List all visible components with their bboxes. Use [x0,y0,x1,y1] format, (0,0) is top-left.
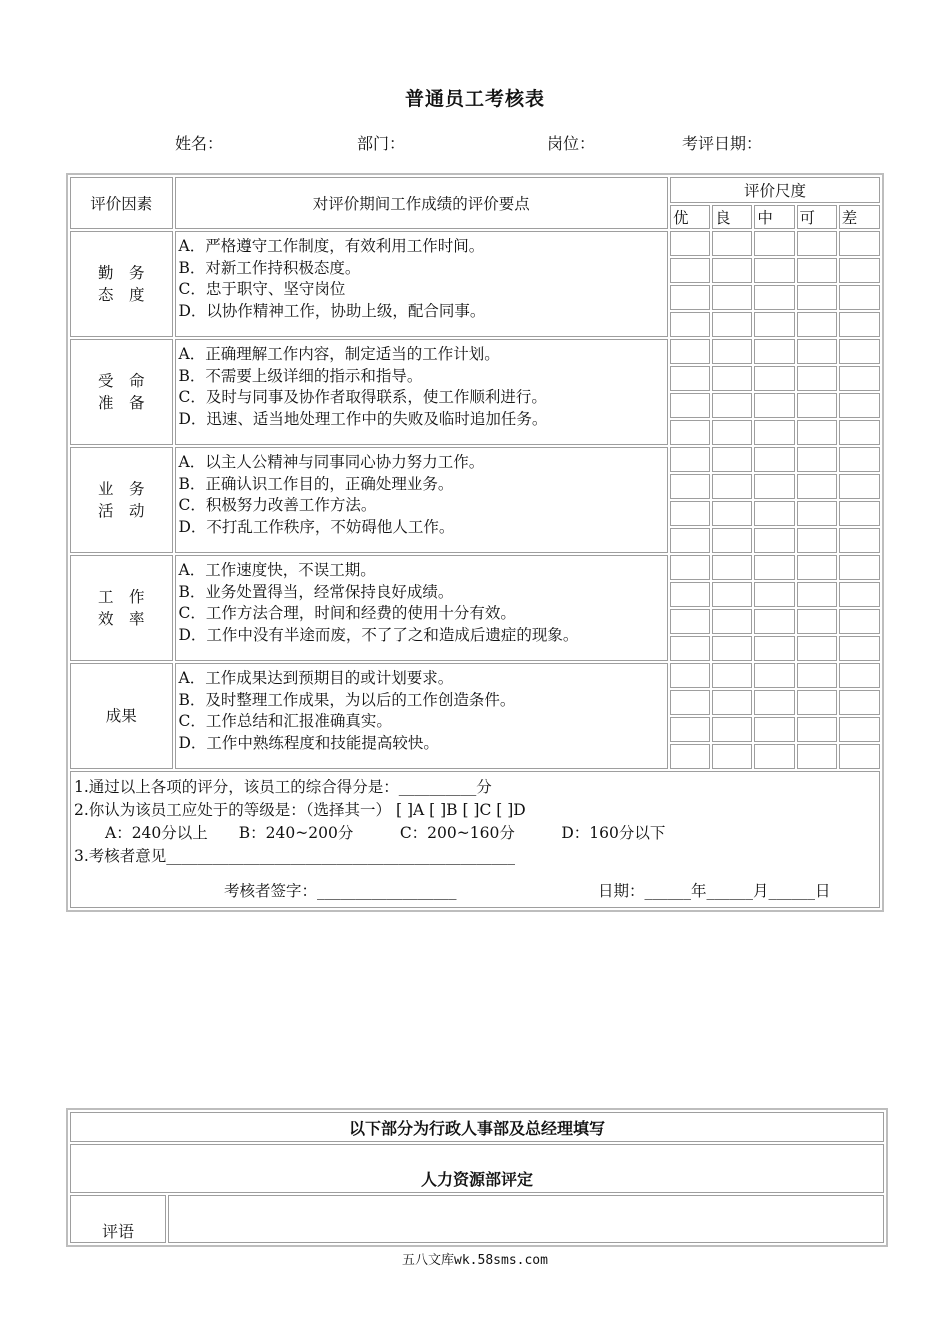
score-box[interactable] [754,420,794,445]
score-column [797,339,837,445]
score-column [754,447,794,553]
summary-cell [70,771,880,908]
score-box[interactable] [712,420,752,445]
score-box[interactable] [670,366,710,391]
score-box[interactable] [754,312,794,337]
score-box[interactable] [839,258,880,283]
summary-opinion-line: 3.考核者意见_____________________________________________ [74,847,516,865]
score-box[interactable] [754,285,794,310]
score-box[interactable] [712,555,752,580]
score-box[interactable] [754,231,794,256]
evaluation-point: B．不需要上级详细的指示和指导。 [178,366,423,385]
evaluation-point: D．不打乱工作秩序，不妨碍他人工作。 [178,517,455,536]
score-column [839,447,880,553]
score-column [797,555,837,661]
score-box[interactable] [670,420,710,445]
score-box[interactable] [712,609,752,634]
hr-evaluation-heading: 人力资源部评定 [70,1144,884,1193]
evaluation-point: A．工作成果达到预期目的或计划要求。 [178,669,454,687]
score-box[interactable] [670,501,710,526]
sign-date-field: 日期：______年______月______日 [598,882,831,900]
score-box[interactable] [839,285,880,310]
score-box[interactable] [754,258,794,283]
score-column [754,339,794,445]
factor-line-2: 效 率 [97,610,145,628]
score-box[interactable] [712,501,752,526]
header-points: 对评价期间工作成绩的评价要点 [175,177,668,229]
score-box[interactable] [712,366,752,391]
comment-label: 评语 [70,1195,166,1243]
score-box[interactable] [754,609,794,634]
factor-line-1: 工 作 [97,588,145,606]
score-box[interactable] [712,393,752,418]
score-box[interactable] [754,447,794,472]
section-row [70,339,880,445]
score-box[interactable] [839,663,880,688]
score-box[interactable] [670,474,710,499]
evaluation-point: A．以主人公精神与同事同心协力努力工作。 [178,453,485,471]
score-box[interactable] [712,339,752,364]
section-points [175,339,668,445]
score-column [839,231,880,337]
score-box[interactable] [797,528,837,553]
factor-line-2: 态 度 [97,286,145,304]
score-box[interactable] [670,528,710,553]
evaluation-point: C．工作总结和汇报准确真实。 [178,712,392,730]
evaluation-point: C．及时与同事及协作者取得联系，使工作顺利进行。 [178,388,547,406]
evaluation-point: C．工作方法合理，时间和经费的使用十分有效。 [178,604,516,622]
hr-section-heading: 以下部分为行政人事部及总经理填写 [70,1112,884,1142]
score-box[interactable] [754,663,794,688]
score-box[interactable] [797,312,837,337]
score-box[interactable] [797,690,837,715]
section-points [175,663,668,769]
evaluation-point: B．对新工作持积极态度。 [178,258,361,277]
score-box[interactable] [839,528,880,553]
score-box[interactable] [670,636,710,661]
score-box[interactable] [670,447,710,472]
score-box[interactable] [712,582,752,607]
score-column [712,447,752,553]
score-box[interactable] [797,609,837,634]
score-box[interactable] [797,420,837,445]
score-box[interactable] [797,366,837,391]
score-column [670,663,710,769]
score-column [712,555,752,661]
score-box[interactable] [839,474,880,499]
scale-poor: 差 [839,205,880,229]
scale-good: 良 [712,205,752,229]
score-column [839,339,880,445]
section-factor [70,339,173,445]
header-scale: 评价尺度 [670,177,880,203]
score-box[interactable] [754,717,794,742]
assessment-table [66,173,884,912]
score-box[interactable] [670,339,710,364]
evaluation-point: A．严格遵守工作制度，有效利用工作时间。 [178,237,485,255]
score-column [712,663,752,769]
evaluation-point: B．正确认识工作目的，正确处理业务。 [178,474,454,493]
section-factor [70,555,173,661]
score-box[interactable] [712,744,752,769]
hr-section-table [66,1108,888,1247]
score-box[interactable] [797,393,837,418]
score-column [754,231,794,337]
factor-line-1: 受 命 [97,372,145,390]
score-column [754,555,794,661]
score-box[interactable] [754,744,794,769]
score-box[interactable] [670,231,710,256]
dept-label: 部门： [357,134,406,153]
evaluation-point: D．以协作精神工作，协助上级，配合同事。 [178,301,486,320]
signature-row [74,880,876,903]
evaluation-point: B．及时整理工作成果，为以后的工作创造条件。 [178,690,516,709]
score-box[interactable] [670,555,710,580]
score-box[interactable] [754,555,794,580]
summary-grade-line: 2.你认为该员工应处于的等级是：（选择其一） [ ]A [ ]B [ ]C [ ]D [74,801,526,819]
score-box[interactable] [839,339,880,364]
section-points [175,555,668,661]
section-points [175,447,668,553]
score-box[interactable] [797,501,837,526]
score-box[interactable] [670,663,710,688]
score-box[interactable] [797,474,837,499]
score-box[interactable] [839,501,880,526]
evaluation-point: D．工作中没有半途而废，不了了之和造成后遗症的现象。 [178,625,579,644]
section-row [70,231,880,337]
score-box[interactable] [797,231,837,256]
factor-line-1: 业 务 [97,480,145,498]
score-box[interactable] [712,528,752,553]
score-box[interactable] [712,636,752,661]
scale-excellent: 优 [670,205,710,229]
score-box[interactable] [839,393,880,418]
score-box[interactable] [670,582,710,607]
evaluation-point: D．工作中熟练程度和技能提高较快。 [178,733,439,752]
footer-watermark: 五八文库wk.58sms.com [402,1253,548,1268]
factor-line-2: 准 备 [97,394,145,412]
score-box[interactable] [712,663,752,688]
score-box[interactable] [797,717,837,742]
score-box[interactable] [839,690,880,715]
section-factor [70,231,173,337]
page-title: 普通员工考核表 [404,88,545,110]
summary-score-line: 1.通过以上各项的评分，该员工的综合得分是：__________分 [74,778,492,796]
score-box[interactable] [670,690,710,715]
score-box[interactable] [839,447,880,472]
score-box[interactable] [797,582,837,607]
factor-line-1: 勤 务 [97,264,145,282]
factor-line-2: 活 动 [97,502,145,520]
score-box[interactable] [839,744,880,769]
evaluation-point: C．积极努力改善工作方法。 [178,496,377,514]
score-box[interactable] [839,312,880,337]
evaluation-point: A．正确理解工作内容，制定适当的工作计划。 [178,345,500,363]
score-column [754,663,794,769]
score-box[interactable] [670,393,710,418]
score-box[interactable] [797,636,837,661]
score-box[interactable] [712,717,752,742]
score-box[interactable] [670,744,710,769]
score-box[interactable] [712,285,752,310]
score-column [712,231,752,337]
score-box[interactable] [754,393,794,418]
score-box[interactable] [797,339,837,364]
score-column [797,663,837,769]
score-box[interactable] [712,231,752,256]
score-box[interactable] [797,285,837,310]
score-column [797,231,837,337]
score-box[interactable] [754,690,794,715]
score-box[interactable] [839,717,880,742]
score-box[interactable] [839,420,880,445]
section-row [70,555,880,661]
score-column [839,555,880,661]
score-box[interactable] [839,609,880,634]
header-factor: 评价因素 [70,177,173,229]
score-box[interactable] [839,366,880,391]
score-column [670,339,710,445]
score-box[interactable] [797,555,837,580]
eval-date-label: 考评日期： [682,134,763,153]
section-factor [70,447,173,553]
scale-average: 中 [754,205,794,229]
score-box[interactable] [839,555,880,580]
score-box[interactable] [839,582,880,607]
score-box[interactable] [670,258,710,283]
factor-line-1: 成果 [105,707,137,725]
score-box[interactable] [839,231,880,256]
score-box[interactable] [797,447,837,472]
score-box[interactable] [754,366,794,391]
score-box[interactable] [797,744,837,769]
assessment-body [70,231,880,769]
score-box[interactable] [670,312,710,337]
scale-fair: 可 [797,205,837,229]
section-factor [70,663,173,769]
score-column [712,339,752,445]
score-box[interactable] [754,339,794,364]
summary-grade-ranges: A：240分以上 B：240~200分 C：200~160分 D：160分以下 [74,824,666,842]
score-box[interactable] [712,258,752,283]
score-box[interactable] [712,474,752,499]
score-box[interactable] [754,501,794,526]
score-column [797,447,837,553]
score-column [839,663,880,769]
evaluation-point: C．忠于职守、坚守岗位 [178,280,346,298]
section-points [175,231,668,337]
section-row [70,447,880,553]
score-column [670,447,710,553]
score-box[interactable] [712,447,752,472]
evaluation-point: B．业务处置得当，经常保持良好成绩。 [178,582,454,601]
score-box[interactable] [754,636,794,661]
score-box[interactable] [754,474,794,499]
score-box[interactable] [754,528,794,553]
evaluation-point: D．迅速、适当地处理工作中的失败及临时追加任务。 [178,409,548,428]
signer-field: 考核者签字：__________________ [224,882,457,900]
score-box[interactable] [754,582,794,607]
evaluation-point: A．工作速度快，不误工期。 [178,561,376,579]
comment-input-cell[interactable] [168,1195,884,1243]
score-box[interactable] [797,663,837,688]
score-box[interactable] [797,258,837,283]
section-row [70,663,880,769]
score-box[interactable] [712,690,752,715]
name-label: 姓名： [175,134,224,153]
score-column [670,555,710,661]
score-box[interactable] [670,609,710,634]
post-label: 岗位： [547,134,596,153]
score-box[interactable] [670,717,710,742]
score-column [670,231,710,337]
score-box[interactable] [712,312,752,337]
score-box[interactable] [839,636,880,661]
score-box[interactable] [670,285,710,310]
